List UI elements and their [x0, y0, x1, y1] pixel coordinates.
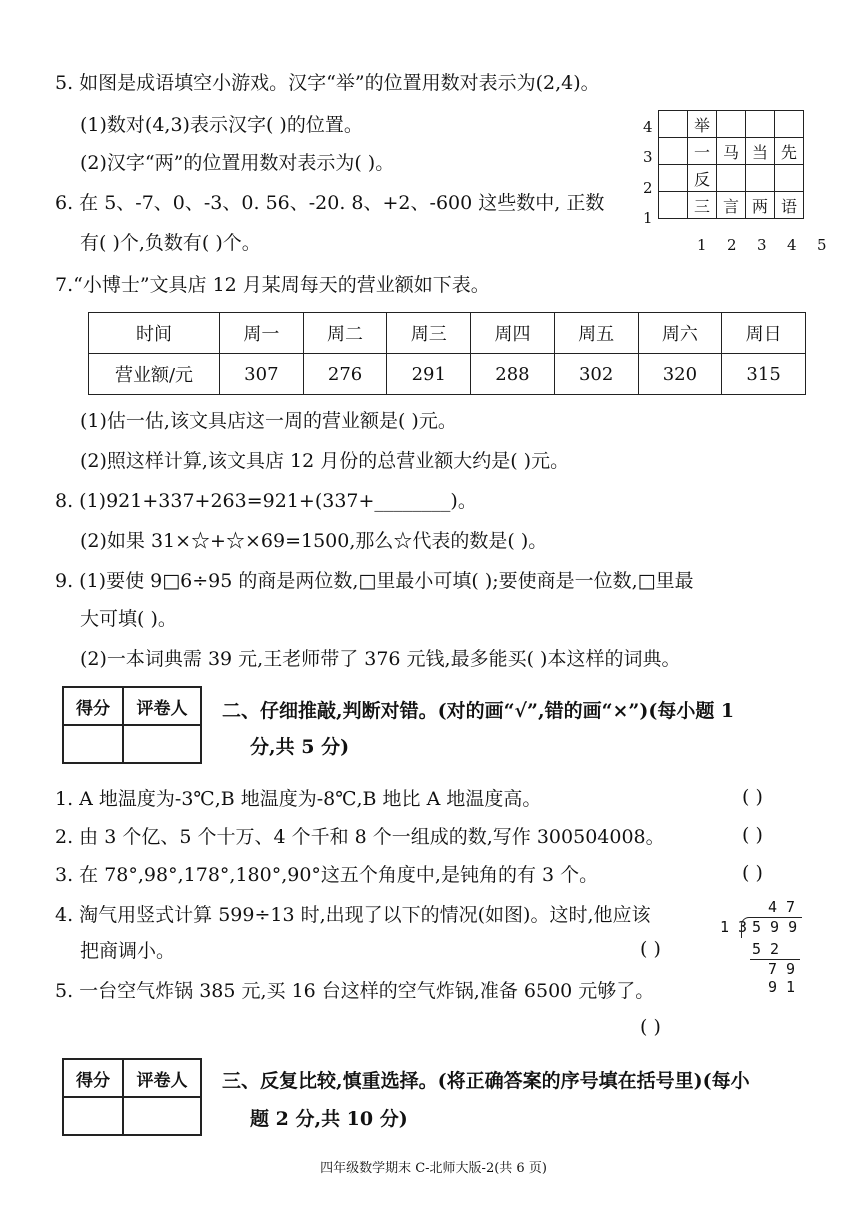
grid-x-label: 2 [727, 236, 737, 254]
grid-x-label: 3 [757, 236, 767, 254]
section2-title-cont: 分,共 5 分) [250, 736, 350, 758]
q6-line1: 6. 在 5、-7、0、-3、0. 56、-20. 8、+2、-600 这些数中, 正数 [55, 192, 605, 214]
judge-item-4: 4. 淘气用竖式计算 599÷13 时,出现了以下的情况(如图)。这时,他应该 [55, 904, 651, 926]
grid-cell [775, 165, 804, 192]
grid-cell: 当 [746, 138, 775, 165]
grid-cell: 举 [688, 111, 717, 138]
score-label: 得分 [63, 1059, 123, 1097]
grid-y-label: 3 [643, 148, 653, 166]
section3-title: 三、反复比较,慎重选择。(将正确答案的序号填在括号里)(每小 [222, 1070, 750, 1092]
q5-sub2: (2)汉字“两”的位置用数对表示为( )。 [80, 152, 395, 174]
table-header: 周二 [303, 313, 387, 354]
grid-cell: 语 [775, 192, 804, 219]
grid-y-label: 1 [643, 209, 653, 227]
grid-cell [775, 111, 804, 138]
grid-cell [659, 192, 688, 219]
q9-sub2: (2)一本词典需 39 元,王老师带了 376 元钱,最多能买( )本这样的词典。 [80, 648, 681, 670]
judge-item-4-cont: 把商调小。 [80, 940, 176, 962]
division-second-product: 9 1 [768, 978, 796, 996]
table-header: 周五 [554, 313, 638, 354]
table-cell: 276 [303, 354, 387, 395]
answer-paren[interactable]: ( ) [640, 938, 661, 960]
judge-item-3: 3. 在 78°,98°,178°,180°,90°这五个角度中,是钝角的有 3 个。 [55, 864, 599, 886]
grid-x-label: 5 [817, 236, 827, 254]
table-header: 周六 [638, 313, 722, 354]
page-footer: 四年级数学期末 C-北师大版-2(共 6 页) [320, 1161, 547, 1176]
grid-x-label: 4 [787, 236, 797, 254]
table-cell: 302 [554, 354, 638, 395]
score-field[interactable] [63, 1097, 123, 1135]
q8-sub2: (2)如果 31×☆+☆×69=1500,那么☆代表的数是( )。 [80, 530, 548, 552]
grid-cell [746, 111, 775, 138]
grid-x-label: 1 [697, 236, 707, 254]
q5-sub1: (1)数对(4,3)表示汉字( )的位置。 [80, 114, 363, 136]
score-label: 得分 [63, 687, 123, 725]
table-header: 周四 [471, 313, 555, 354]
table-row-label: 营业额/元 [89, 354, 220, 395]
grid-y-label: 2 [643, 179, 653, 197]
judge-item-5: 5. 一台空气炸锅 385 元,买 16 台这样的空气炸锅,准备 6500 元够了。 [55, 980, 655, 1002]
table-row [89, 313, 806, 354]
grid-cell: 马 [717, 138, 746, 165]
score-box-section3 [62, 1058, 202, 1136]
judge-item-2: 2. 由 3 个亿、5 个十万、4 个千和 8 个一组成的数,写作 300504008。 [55, 826, 665, 848]
sales-table [88, 312, 806, 395]
table-cell: 288 [471, 354, 555, 395]
table-header: 周一 [220, 313, 304, 354]
q7-sub1: (1)估一估,该文具店这一周的营业额是( )元。 [80, 410, 457, 432]
grid-cell [717, 165, 746, 192]
answer-paren[interactable]: ( ) [640, 1016, 661, 1038]
grid-cell: 一 [688, 138, 717, 165]
grid-cell: 三 [688, 192, 717, 219]
division-remainder: 7 9 [768, 960, 796, 978]
answer-paren[interactable]: ( ) [742, 786, 763, 808]
grid-cell [659, 165, 688, 192]
table-header: 周日 [722, 313, 806, 354]
judge-item-1: 1. A 地温度为-3℃,B 地温度为-8℃,B 地比 A 地温度高。 [55, 788, 542, 810]
section3-title-cont: 题 2 分,共 10 分) [250, 1108, 408, 1130]
q5-stem: 5. 如图是成语填空小游戏。汉字“举”的位置用数对表示为(2,4)。 [55, 72, 600, 94]
section2-title: 二、仔细推敲,判断对错。(对的画“√”,错的画“×”)(每小题 1 [222, 700, 735, 722]
grid-cell: 反 [688, 165, 717, 192]
table-cell: 307 [220, 354, 304, 395]
q7-stem: 7.“小博士”文具店 12 月某周每天的营业额如下表。 [55, 274, 490, 296]
q8-sub1: 8. (1)921+337+263=921+(337+________)。 [55, 490, 477, 512]
answer-paren[interactable]: ( ) [742, 824, 763, 846]
grid-cell: 两 [746, 192, 775, 219]
division-dividend: 5 9 9 [752, 918, 798, 936]
q6-line2: 有( )个,负数有( )个。 [80, 232, 261, 254]
grid-cell: 言 [717, 192, 746, 219]
grid-cell: 先 [775, 138, 804, 165]
division-quotient: 4 7 [768, 898, 796, 916]
q9-line2: 大可填( )。 [80, 608, 177, 630]
idiom-grid [658, 110, 804, 219]
table-row [89, 354, 806, 395]
grader-label: 评卷人 [123, 687, 201, 725]
table-header: 周三 [387, 313, 471, 354]
table-cell: 291 [387, 354, 471, 395]
table-header: 时间 [89, 313, 220, 354]
grid-cell [659, 138, 688, 165]
grid-y-label: 4 [643, 118, 653, 136]
division-divisor: 1 3 [720, 918, 748, 936]
grid-cell [717, 111, 746, 138]
grader-field[interactable] [123, 1097, 201, 1135]
score-field[interactable] [63, 725, 123, 763]
table-cell: 315 [722, 354, 806, 395]
q7-sub2: (2)照这样计算,该文具店 12 月份的总营业额大约是( )元。 [80, 450, 570, 472]
grader-label: 评卷人 [123, 1059, 201, 1097]
grader-field[interactable] [123, 725, 201, 763]
q9-line1: 9. (1)要使 9□6÷95 的商是两位数,□里最小可填( );要使商是一位数,□里最 [55, 570, 694, 592]
grid-cell [746, 165, 775, 192]
table-cell: 320 [638, 354, 722, 395]
division-product: 5 2 [752, 940, 780, 958]
answer-paren[interactable]: ( ) [742, 862, 763, 884]
grid-cell [659, 111, 688, 138]
score-box-section2 [62, 686, 202, 764]
